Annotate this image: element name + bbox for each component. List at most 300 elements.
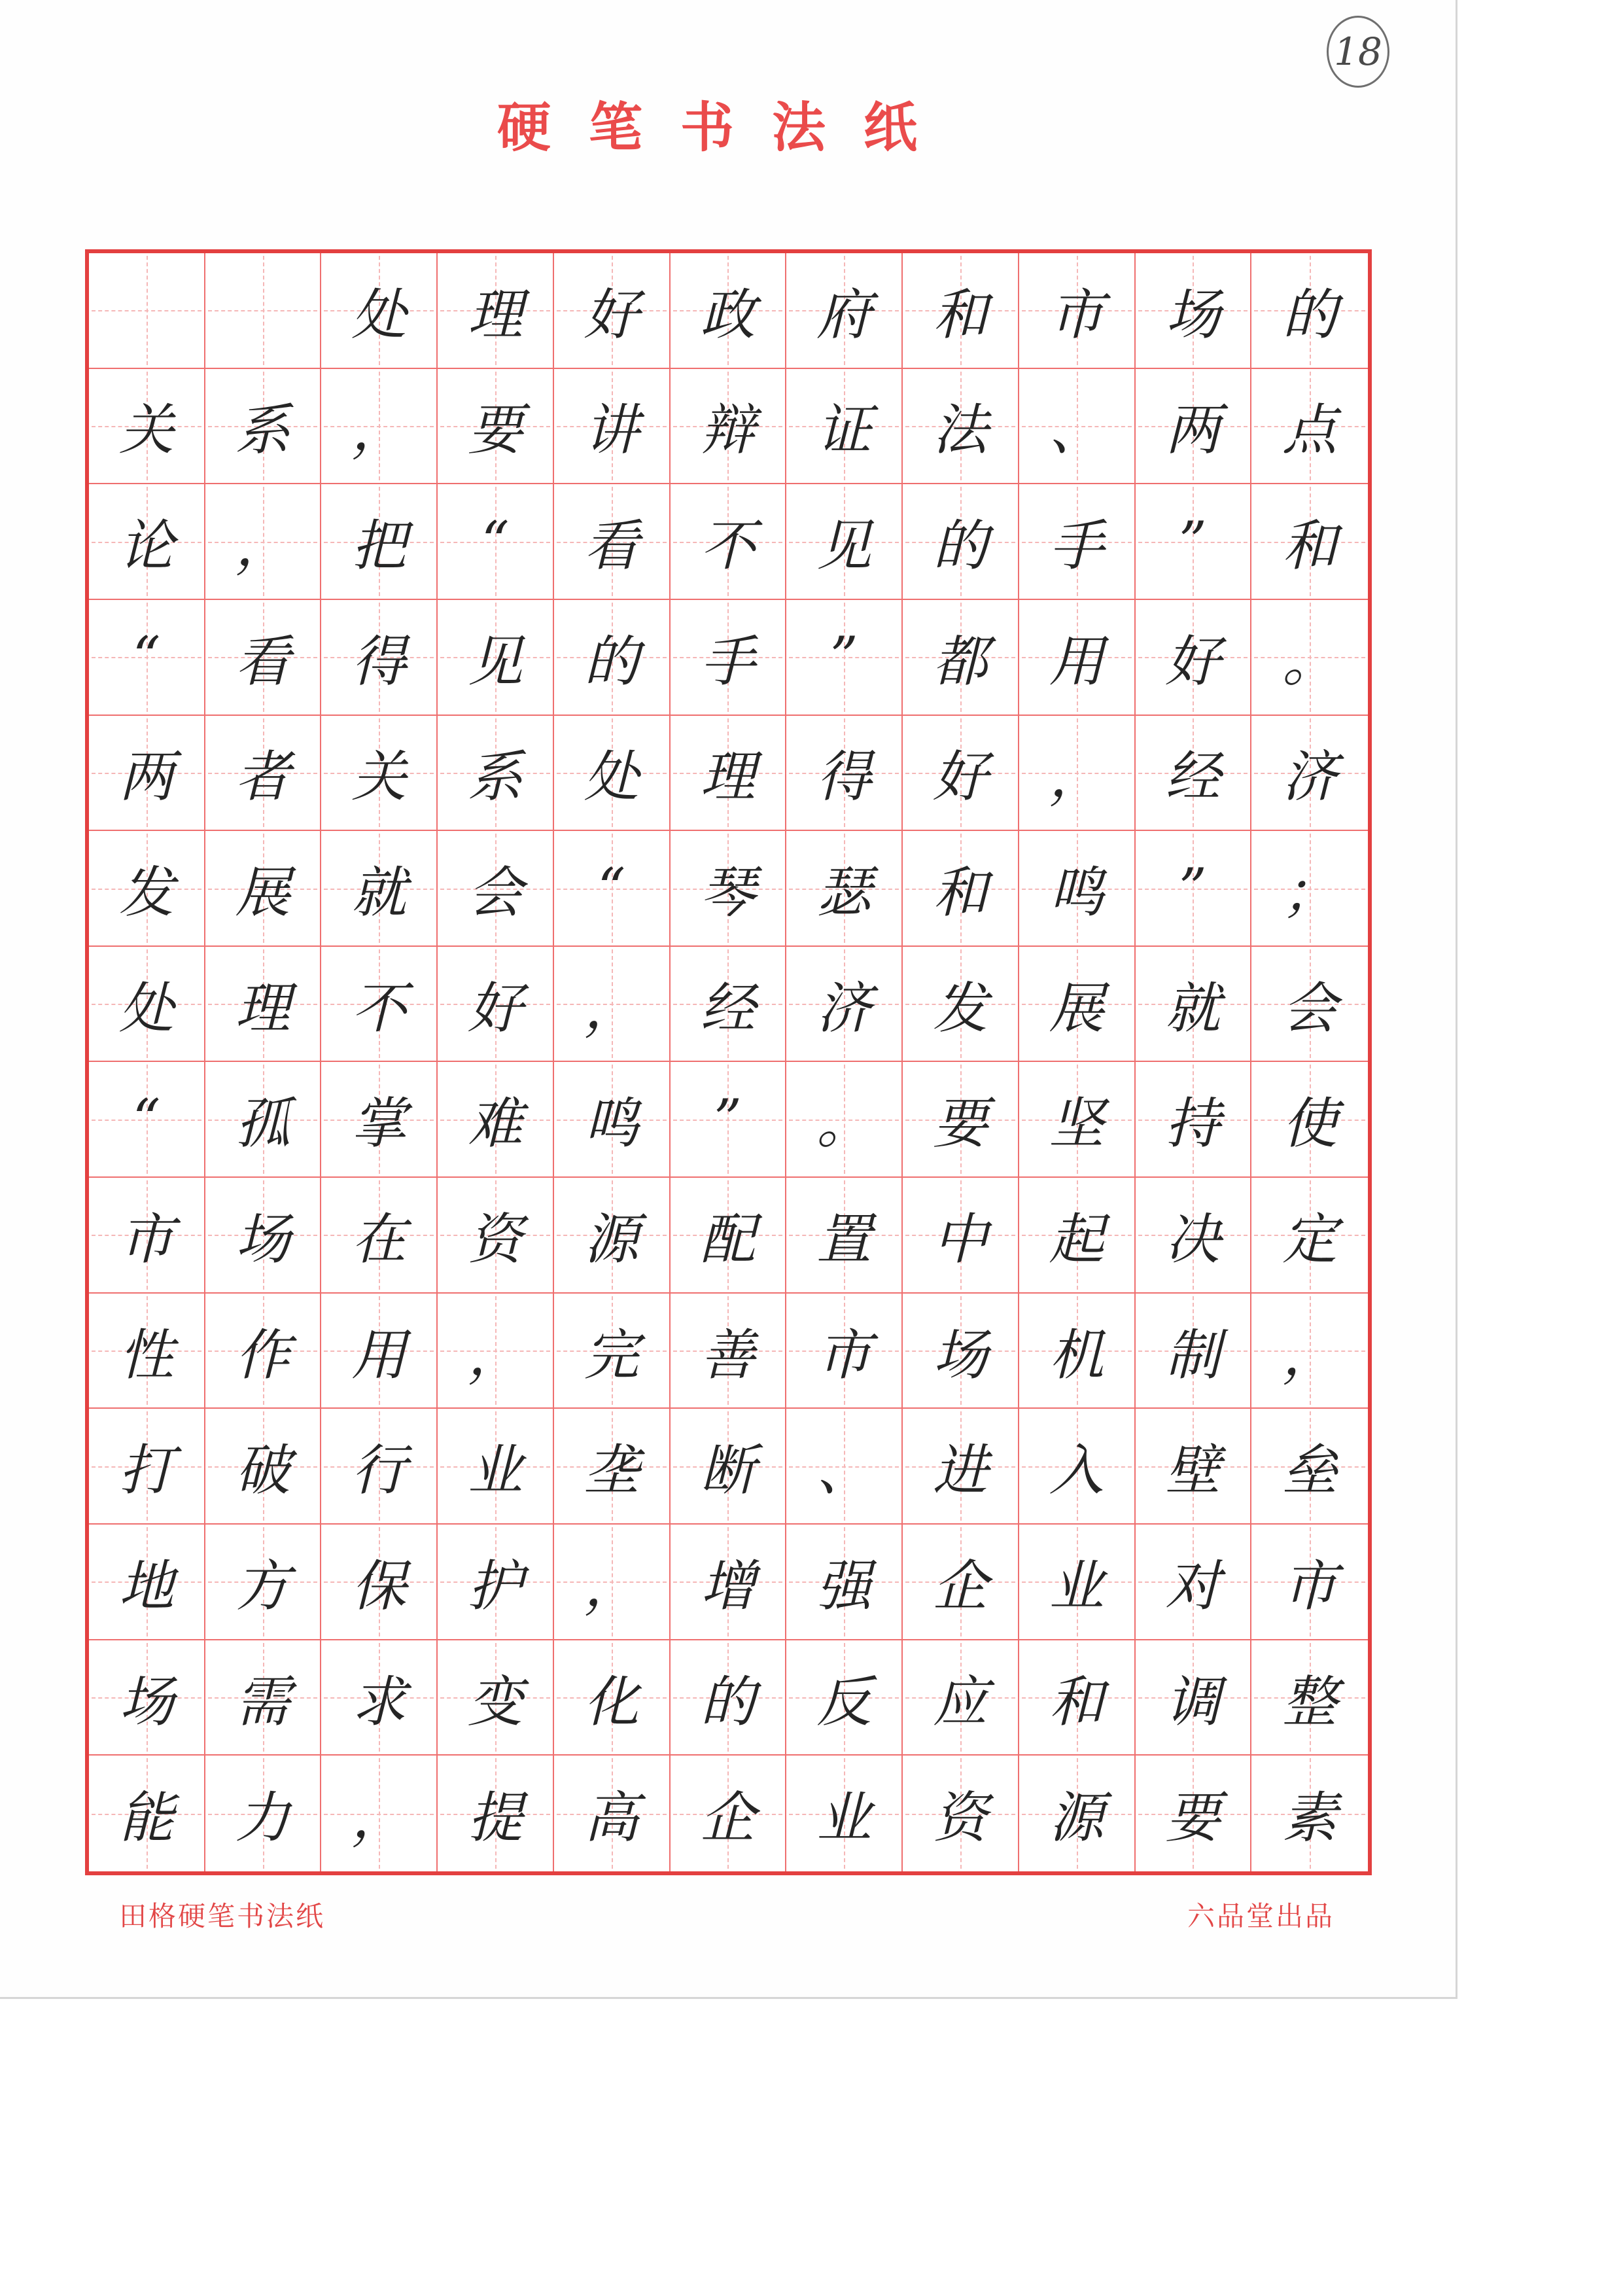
handwritten-character: 资 [468,1207,523,1271]
grid-cell [1251,1525,1368,1640]
grid-cell [1136,716,1252,832]
handwritten-character: 理 [468,282,523,347]
handwritten-character: 琴 [700,860,756,925]
grid-cell [786,1525,903,1640]
handwritten-character: 讲 [584,398,639,463]
grid-cell [786,1640,903,1756]
handwritten-character: 方 [235,1553,290,1618]
grid-cell [786,369,903,485]
handwritten-character: 得 [351,629,407,694]
handwritten-character: “ [597,856,626,921]
handwritten-character: 展 [235,860,290,925]
handwritten-character: 两 [118,745,174,809]
grid-cell [89,1756,205,1871]
grid-cell [205,1178,322,1294]
handwritten-character: 求 [351,1669,407,1734]
grid-cell [903,1409,1019,1525]
handwritten-character: 源 [584,1207,639,1271]
handwritten-character: ， [351,398,407,463]
page-number: 18 [1327,16,1389,88]
handwritten-character: 手 [1049,514,1104,578]
handwritten-character: 提 [468,1786,523,1850]
grid-cell [205,1409,322,1525]
grid-cell [1136,1294,1252,1409]
grid-cell [1136,947,1252,1063]
handwritten-character: 护 [468,1553,523,1618]
handwritten-character: 置 [816,1207,872,1271]
handwritten-character: 会 [468,860,523,925]
handwritten-character: 发 [932,976,988,1040]
handwritten-character: 素 [1282,1786,1338,1850]
handwritten-character: ， [584,1553,639,1618]
grid-cell [438,716,554,832]
grid-cell [438,1178,554,1294]
handwritten-character: 高 [584,1786,639,1850]
handwritten-character: 看 [584,514,639,578]
handwritten-character: 孤 [235,1091,290,1156]
grid-cell [205,1294,322,1409]
grid-cell [671,1409,787,1525]
grid-cell [786,831,903,947]
handwritten-character: 场 [1165,282,1221,347]
handwritten-character: 要 [468,398,523,463]
handwritten-character: 市 [816,1322,872,1387]
grid-cell [1136,369,1252,485]
grid-cell [438,600,554,716]
grid-cell [671,831,787,947]
grid-cell [1136,831,1252,947]
grid-cell [671,1756,787,1871]
handwritten-character: 中 [932,1207,988,1271]
handwritten-character: ” [714,1087,742,1152]
grid-cell [89,1178,205,1294]
grid-cell [438,1409,554,1525]
grid-cell [671,947,787,1063]
grid-cell [1019,369,1136,485]
grid-cell [554,1178,671,1294]
handwritten-character: 和 [1282,514,1338,578]
grid-cell [205,947,322,1063]
handwritten-character: ， [468,1322,523,1387]
grid-cell [438,1756,554,1871]
handwritten-character: 点 [1282,398,1338,463]
grid-cell [89,1525,205,1640]
grid-cell [1019,1062,1136,1178]
grid-cell [205,369,322,485]
handwritten-character: 断 [700,1438,756,1503]
grid-cell [1019,1178,1136,1294]
grid-cell [903,600,1019,716]
grid-cell [1251,484,1368,600]
handwritten-character: 理 [235,976,290,1040]
handwritten-character: 制 [1165,1322,1221,1387]
grid-cell [1019,484,1136,600]
handwritten-character: 府 [816,282,872,347]
grid-cell [205,253,322,369]
handwritten-character: 者 [235,745,290,809]
grid-cell [786,947,903,1063]
grid-cell [554,253,671,369]
handwritten-character: 不 [700,514,756,578]
grid-cell [671,253,787,369]
grid-cell [1251,600,1368,716]
handwritten-character: ， [1282,1322,1338,1387]
handwritten-character: 使 [1282,1091,1338,1156]
handwritten-character: 政 [700,282,756,347]
handwritten-character: 经 [1165,745,1221,809]
grid-cell [438,831,554,947]
grid-cell [1019,253,1136,369]
handwritten-character: 垄 [584,1438,639,1503]
handwritten-character: 把 [351,514,407,578]
handwritten-character: 好 [932,745,988,809]
handwritten-character: 进 [932,1438,988,1503]
handwritten-character: 展 [1049,976,1104,1040]
handwritten-character: 市 [1049,282,1104,347]
handwritten-character: 坚 [1049,1091,1104,1156]
grid-cell [321,253,438,369]
grid-cell [1251,1062,1368,1178]
grid-cell [89,1409,205,1525]
grid-cell [1251,1640,1368,1756]
grid-cell [321,1409,438,1525]
handwritten-character: 鸣 [1049,860,1104,925]
grid-cell [89,484,205,600]
grid-cell [1251,716,1368,832]
grid-cell [438,1294,554,1409]
handwritten-character: 。 [816,1091,872,1156]
handwritten-character: 。 [1282,629,1338,694]
handwritten-character: ， [584,976,639,1040]
handwritten-character: 市 [1282,1553,1338,1618]
grid-cell [1251,1756,1368,1871]
handwritten-character: 强 [816,1553,872,1618]
grid-cell [554,1640,671,1756]
handwritten-character: 地 [118,1553,174,1618]
handwritten-character: 和 [932,860,988,925]
grid-cell [786,600,903,716]
grid-cell [671,484,787,600]
grid-cell [554,484,671,600]
handwritten-character: 关 [118,398,174,463]
handwritten-character: 破 [235,1438,290,1503]
handwritten-character: 的 [932,514,988,578]
handwritten-character: 企 [700,1786,756,1850]
handwritten-character: 市 [118,1207,174,1271]
handwritten-character: 要 [932,1091,988,1156]
handwritten-character: 用 [351,1322,407,1387]
grid-cell [903,1062,1019,1178]
handwritten-character: 系 [235,398,290,463]
handwritten-character: 性 [118,1322,174,1387]
handwritten-character: 手 [700,629,756,694]
handwritten-character: 在 [351,1207,407,1271]
writing-grid [85,249,1372,1875]
handwritten-character: 系 [468,745,523,809]
handwritten-character: 用 [1049,629,1104,694]
handwritten-character: 好 [1165,629,1221,694]
grid-cell [786,1294,903,1409]
handwritten-character: 源 [1049,1786,1104,1850]
handwritten-character: 应 [932,1669,988,1734]
handwritten-character: 、 [1049,398,1104,463]
handwritten-character: 持 [1165,1091,1221,1156]
grid-cell [671,1294,787,1409]
grid-cell [1136,1640,1252,1756]
grid-cell [1019,1756,1136,1871]
handwritten-character: 入 [1049,1438,1104,1503]
handwritten-character: “ [132,1087,161,1152]
handwritten-character: 整 [1282,1669,1338,1734]
grid-cell [321,1062,438,1178]
grid-cell [321,1640,438,1756]
grid-cell [1136,1409,1252,1525]
grid-cell [903,1294,1019,1409]
handwritten-character: 的 [584,629,639,694]
grid-cell [438,369,554,485]
grid-cell [438,253,554,369]
handwritten-character: 论 [118,514,174,578]
handwritten-character: 变 [468,1669,523,1734]
handwritten-character: 和 [1049,1669,1104,1734]
grid-cell [786,1756,903,1871]
grid-cell [1019,947,1136,1063]
grid-cell [321,831,438,947]
handwritten-character: 难 [468,1091,523,1156]
handwritten-character: 化 [584,1669,639,1734]
handwritten-character: 配 [700,1207,756,1271]
handwritten-character: 关 [351,745,407,809]
grid-cell [1136,253,1252,369]
handwritten-character: 对 [1165,1553,1221,1618]
handwritten-character: 好 [584,282,639,347]
paper-title: 硬笔书法纸 [497,96,956,159]
grid-cell [903,253,1019,369]
grid-cell [205,716,322,832]
grid-cell [671,1178,787,1294]
handwritten-character: 决 [1165,1207,1221,1271]
handwritten-character: 起 [1049,1207,1104,1271]
grid-cell [1019,1640,1136,1756]
grid-cell [205,831,322,947]
grid-cell [438,1525,554,1640]
handwritten-character: 善 [700,1322,756,1387]
handwritten-character: 的 [700,1669,756,1734]
handwritten-character: 调 [1165,1669,1221,1734]
grid-cell [554,716,671,832]
grid-cell [1136,484,1252,600]
grid-cell [1251,1409,1368,1525]
grid-cell [786,484,903,600]
handwritten-character: 鸣 [584,1091,639,1156]
grid-cell [89,716,205,832]
grid-cell [1251,1294,1368,1409]
handwritten-character: 作 [235,1322,290,1387]
grid-cell [438,1062,554,1178]
handwritten-character: 辩 [700,398,756,463]
handwritten-character: ， [235,514,290,578]
grid-cell [903,369,1019,485]
handwritten-character: 增 [700,1553,756,1618]
grid-cell [321,484,438,600]
grid-cell [786,1178,903,1294]
grid-cell [903,1756,1019,1871]
grid-cell [903,947,1019,1063]
paper-footer-brand: 田格硬笔书法纸 [119,1900,326,1932]
grid-cell [205,1062,322,1178]
handwritten-character: 处 [118,976,174,1040]
grid-cell [671,600,787,716]
grid-cell [671,1525,787,1640]
handwritten-character: 理 [700,745,756,809]
handwritten-character: 行 [351,1438,407,1503]
handwritten-character: 、 [816,1438,872,1503]
grid-cell [438,947,554,1063]
grid-cell [205,1525,322,1640]
grid-cell [1251,369,1368,485]
handwritten-character: 定 [1282,1207,1338,1271]
grid-cell [321,716,438,832]
handwritten-character: ， [1049,745,1104,809]
grid-cell [1251,831,1368,947]
grid-cell [1019,1294,1136,1409]
handwritten-character: 瑟 [816,860,872,925]
handwritten-character: 就 [1165,976,1221,1040]
grid-cell [438,1640,554,1756]
handwritten-character: 业 [468,1438,523,1503]
handwritten-character: 完 [584,1322,639,1387]
handwritten-character: 场 [118,1669,174,1734]
handwritten-character: ” [1178,856,1207,921]
handwritten-character: 保 [351,1553,407,1618]
handwritten-character: 济 [1282,745,1338,809]
handwritten-character: 反 [816,1669,872,1734]
grid-cell [786,716,903,832]
handwritten-character: 打 [118,1438,174,1503]
grid-cell [1019,716,1136,832]
handwritten-character: 力 [235,1786,290,1850]
grid-cell [671,1640,787,1756]
grid-cell [89,369,205,485]
handwritten-character: 证 [816,398,872,463]
grid-cell [321,600,438,716]
grid-cell [321,947,438,1063]
grid-cell [1136,1756,1252,1871]
grid-cell [554,947,671,1063]
grid-cell [89,600,205,716]
grid-cell [554,369,671,485]
handwritten-character: ” [1178,509,1207,574]
grid-cell [1136,600,1252,716]
grid-cell [321,369,438,485]
handwritten-character: “ [132,625,161,690]
handwritten-character: 机 [1049,1322,1104,1387]
handwritten-character: 和 [932,282,988,347]
handwritten-character: ； [1282,860,1338,925]
paper-footer-publisher: 六品堂出品 [1187,1900,1335,1932]
handwritten-character: 就 [351,860,407,925]
handwritten-character: 能 [118,1786,174,1850]
grid-cell [903,484,1019,600]
grid-cell [554,1525,671,1640]
handwritten-character: 发 [118,860,174,925]
grid-cell [903,831,1019,947]
handwritten-character: 处 [351,282,407,347]
handwritten-character: 好 [468,976,523,1040]
grid-cell [1136,1178,1252,1294]
grid-cell [89,253,205,369]
handwritten-character: 企 [932,1553,988,1618]
handwritten-character: 见 [468,629,523,694]
grid-cell [903,1640,1019,1756]
handwritten-character: 看 [235,629,290,694]
grid-cell [554,1062,671,1178]
grid-cell [671,369,787,485]
grid-cell [205,484,322,600]
grid-cell [1019,1525,1136,1640]
grid-cell [1251,1178,1368,1294]
grid-cell [671,716,787,832]
grid-cell [786,1409,903,1525]
grid-cell [554,1756,671,1871]
grid-cell [205,1640,322,1756]
grid-cell [554,600,671,716]
grid-cell [903,1525,1019,1640]
handwritten-character: 场 [932,1322,988,1387]
handwritten-character: 法 [932,398,988,463]
grid-cell [205,1756,322,1871]
handwritten-character: 场 [235,1207,290,1271]
handwritten-character: 资 [932,1786,988,1850]
handwritten-character: 会 [1282,976,1338,1040]
grid-cell [903,716,1019,832]
handwritten-character: 壁 [1165,1438,1221,1503]
grid-cell [554,1409,671,1525]
grid-cell [205,600,322,716]
grid-cell [1019,831,1136,947]
grid-cell [1251,253,1368,369]
handwritten-character: 不 [351,976,407,1040]
grid-cell [1019,600,1136,716]
grid-cell [1136,1062,1252,1178]
grid-cell [903,1178,1019,1294]
grid-cell [89,831,205,947]
handwritten-character: ” [829,625,858,690]
handwritten-character: 的 [1282,282,1338,347]
grid-cell [1251,947,1368,1063]
handwritten-character: 都 [932,629,988,694]
handwritten-character: 得 [816,745,872,809]
handwritten-character: ， [351,1786,407,1850]
handwritten-character: 见 [816,514,872,578]
grid-cell [321,1756,438,1871]
handwritten-character: 垒 [1282,1438,1338,1503]
handwritten-character: 两 [1165,398,1221,463]
grid-cell [89,1062,205,1178]
handwritten-character: “ [481,509,510,574]
handwritten-character: 掌 [351,1091,407,1156]
grid-cell [786,253,903,369]
grid-cell [321,1294,438,1409]
handwritten-character: 要 [1165,1786,1221,1850]
grid-cell [786,1062,903,1178]
handwritten-character: 业 [1049,1553,1104,1618]
grid-cell [554,831,671,947]
grid-cell [554,1294,671,1409]
handwritten-character: 需 [235,1669,290,1734]
grid-cell [1136,1525,1252,1640]
grid-cell [321,1525,438,1640]
